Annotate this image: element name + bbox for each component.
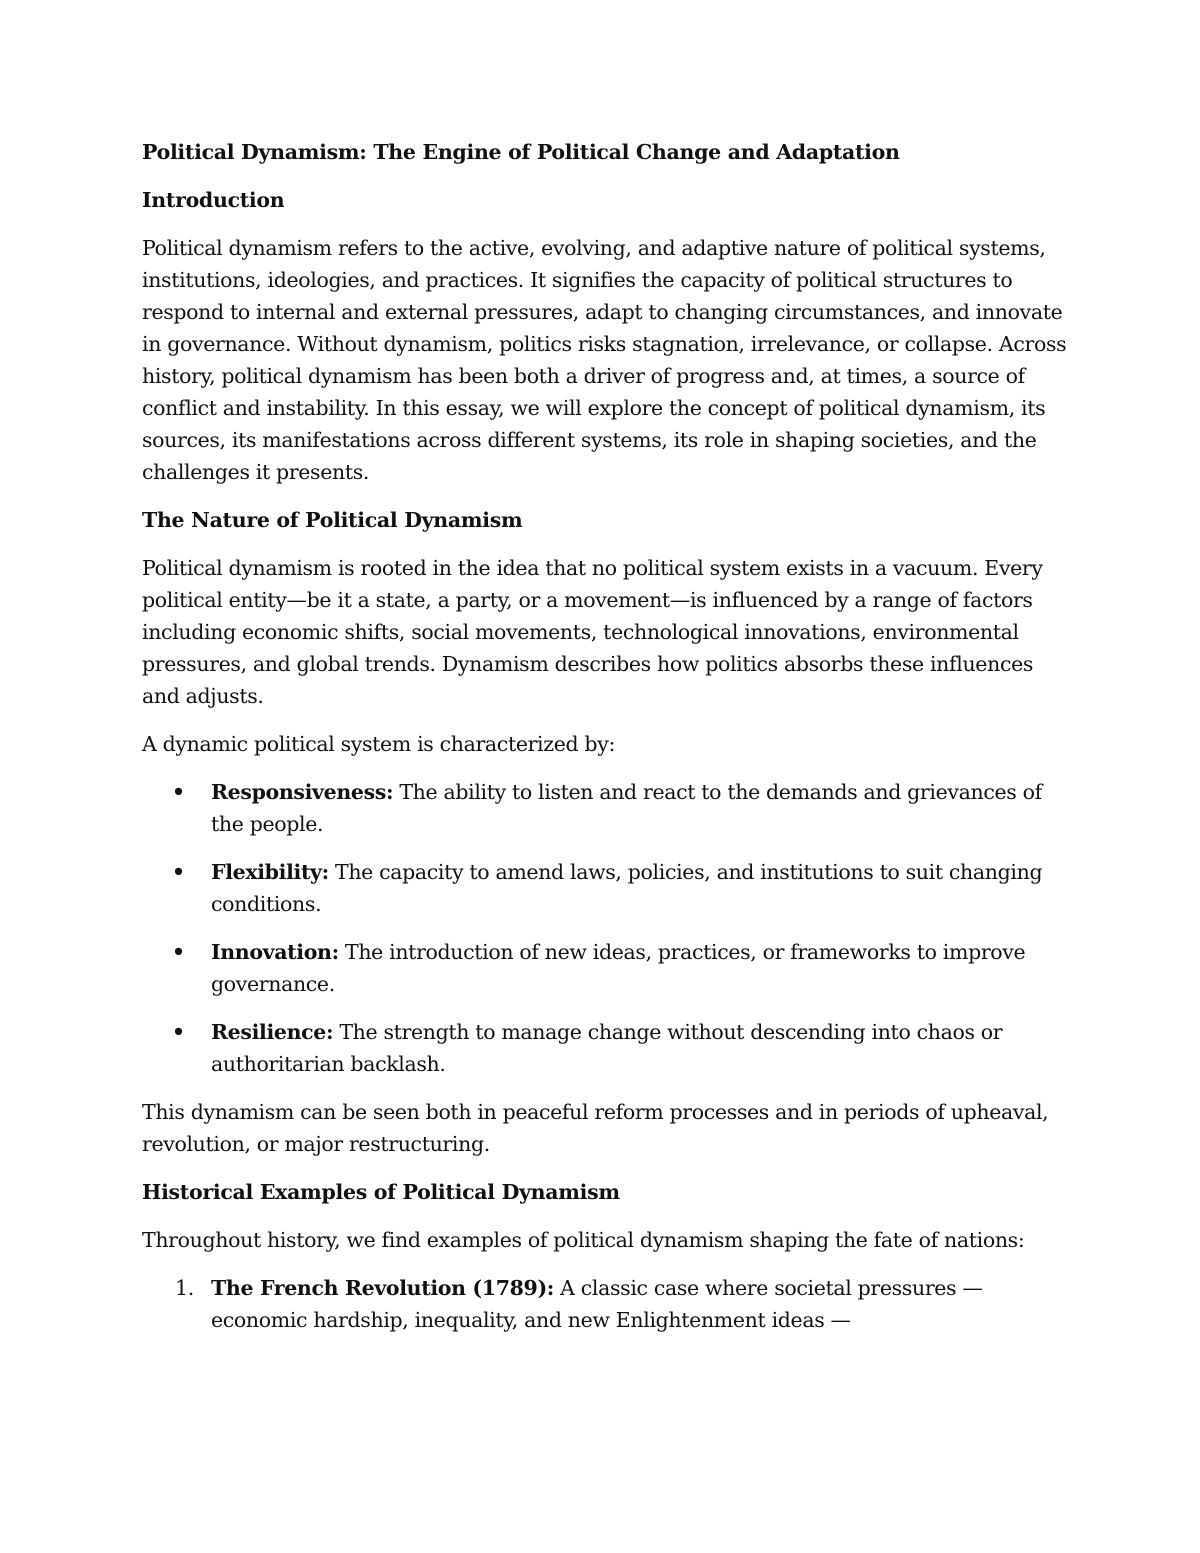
list-item: [142, 856, 1067, 920]
list-item: [142, 1016, 1067, 1080]
list-item-text: The strength to manage change without descending into chaos or authoritarian backlash.: [211, 1020, 1003, 1076]
list-item-text: The introduction of new ideas, practices, or frameworks to improve governance.: [211, 940, 1026, 996]
list-item-term: Responsiveness:: [211, 780, 394, 804]
list-item-text: A classic case where societal pressures — economic hardship, inequality, and new Enlightenment ideas —: [211, 1276, 983, 1332]
list-item-term: Resilience:: [211, 1020, 334, 1044]
section-heading-historical: Historical Examples of Political Dynamism: [142, 1180, 620, 1204]
list-item-term: The French Revolution (1789):: [211, 1276, 555, 1300]
document-page: [142, 136, 1067, 1352]
list-item: [142, 936, 1067, 1000]
document-title: Political Dynamism: The Engine of Political Change and Adaptation: [142, 140, 900, 164]
list-item-term: Innovation:: [211, 940, 339, 964]
nature-paragraph-2: A dynamic political system is characterized by:: [142, 732, 615, 756]
list-item-number: 1.: [175, 1276, 194, 1300]
historical-paragraph: Throughout history, we find examples of political dynamism shaping the fate of nations:: [142, 1228, 1025, 1252]
list-item-text: The capacity to amend laws, policies, and institutions to suit changing conditions.: [211, 860, 1043, 916]
list-item-term: Flexibility:: [211, 860, 329, 884]
historical-examples-list: [142, 1272, 1067, 1336]
nature-paragraph-3: This dynamism can be seen both in peaceful reform processes and in periods of upheaval, revolution, or major restructuring.: [142, 1100, 1049, 1156]
nature-paragraph-1: Political dynamism is rooted in the idea that no political system exists in a vacuum. Every political entity—be it a state, a party, or a movement—is influenced by a range of factors including economic shifts, social movements, technological innovations, environmental pressures, and global trends. Dynamism describes how politics absorbs these influences and adjusts.: [142, 556, 1043, 708]
list-item: [142, 776, 1067, 840]
introduction-paragraph: Political dynamism refers to the active, evolving, and adaptive nature of political systems, institutions, ideologies, and practices. It signifies the capacity of political structures to respond to internal and external pressures, adapt to changing circumstances, and innovate in governance. Without dynamism, politics risks stagnation, irrelevance, or collapse. Across history, political dynamism has been both a driver of progress and, at times, a source of conflict and instability. In this essay, we will explore the concept of political dynamism, its sources, its manifestations across different systems, its role in shaping societies, and the challenges it presents.: [142, 236, 1067, 484]
section-heading-introduction: Introduction: [142, 188, 285, 212]
list-item: [142, 1272, 1067, 1336]
list-item-text: The ability to listen and react to the demands and grievances of the people.: [211, 780, 1042, 836]
section-heading-nature: The Nature of Political Dynamism: [142, 508, 523, 532]
characteristics-list: [142, 776, 1067, 1080]
